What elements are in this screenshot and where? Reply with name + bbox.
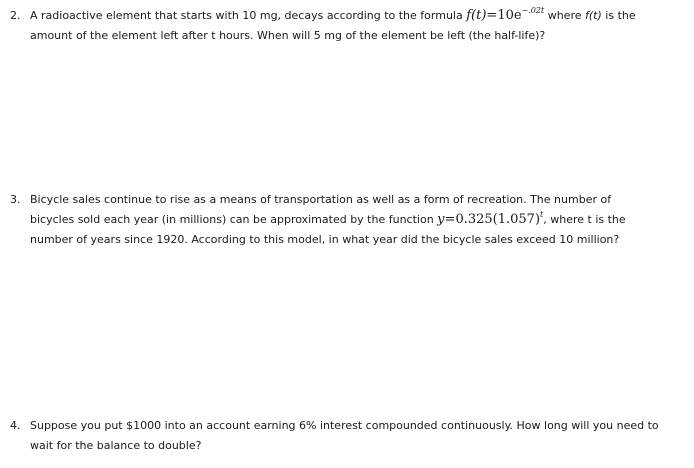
problem-text: A radioactive element that starts with 10 mg, decays according to the formula — [30, 9, 463, 22]
problem-number: 2. — [10, 9, 21, 22]
growth-formula — [437, 212, 543, 227]
formula-equals: = — [486, 8, 498, 23]
problem-text: bicycles sold each year (in millions) can be approximated by the function — [30, 213, 434, 226]
problem-3-line-1 — [10, 190, 686, 210]
problem-number: 4. — [10, 419, 21, 432]
problem-3-line-3: number of years since 1920. According to this model, in what year did the bicycle sales exceed 10 million? — [30, 233, 620, 246]
problem-text: Bicycle sales continue to rise as a means of transportation as well as a form of recreation. The number of — [30, 193, 612, 206]
decay-formula — [466, 8, 544, 23]
formula-lhs: y — [437, 212, 445, 227]
problem-3 — [10, 190, 686, 250]
problem-2-line-1 — [10, 6, 686, 26]
formula-exponent: t — [540, 210, 544, 219]
formula-exponent: −.02t — [521, 6, 545, 15]
problem-2-line-2: amount of the element left after t hours. When will 5 mg of the element be left (the half-life)? — [30, 29, 546, 42]
formula-equals: = — [444, 212, 456, 227]
problem-4 — [10, 416, 686, 456]
formula-lhs: f(t) — [466, 8, 487, 23]
problem-text: , where t is the — [543, 213, 626, 226]
problem-text: is the — [605, 9, 636, 22]
problem-text: where — [547, 9, 582, 22]
formula-rhs: 0.325(1.057) — [455, 212, 541, 227]
problem-4-line-1 — [10, 416, 686, 436]
problem-2 — [10, 6, 686, 46]
variable-ft: f(t) — [585, 9, 602, 22]
problem-4-line-2: wait for the balance to double? — [30, 439, 202, 452]
problem-text: Suppose you put $1000 into an account earning 6% interest compounded continuously. How long will you need to — [30, 419, 659, 432]
problem-number: 3. — [10, 193, 21, 206]
problem-3-line-2 — [10, 210, 686, 230]
formula-base: 10e — [497, 8, 522, 23]
